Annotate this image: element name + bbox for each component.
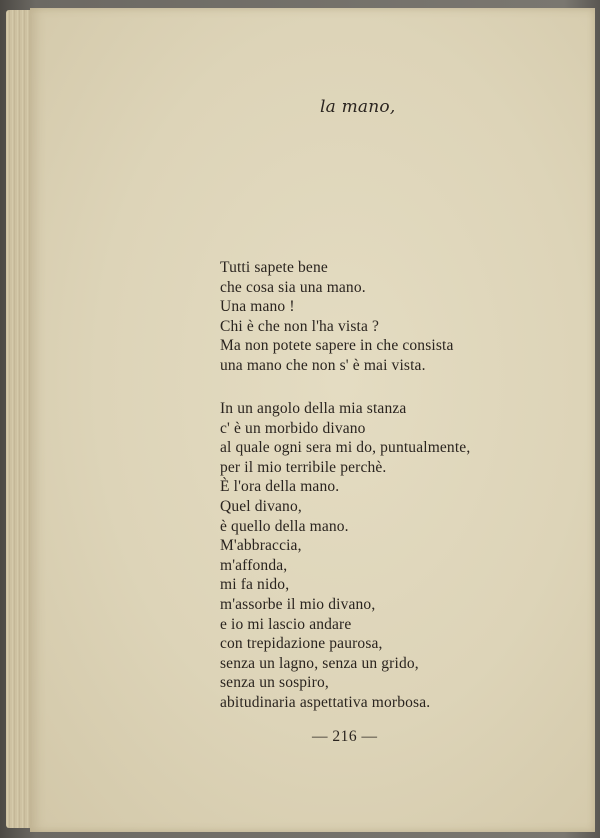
verse-line: M'abbraccia, (220, 537, 302, 555)
verse-line: e io mi lascio andare (220, 615, 352, 633)
stanza-2 (220, 399, 470, 713)
verse-line: per il mio terribile perchè. (220, 458, 387, 476)
verse-line: che cosa sia una mano. (220, 278, 366, 296)
verse-line: m'affonda, (220, 556, 288, 574)
verse-line: Tutti sapete bene (220, 259, 328, 276)
verse-line: m'assorbe il mio divano, (220, 595, 376, 613)
verse-line: Ma non potete sapere in che consista (220, 337, 454, 355)
verse-line: mi fa nido, (220, 576, 290, 594)
verse-line: con trepidazione paurosa, (220, 635, 383, 653)
verse-line: una mano che non s' è mai vista. (220, 356, 426, 374)
book-page (30, 8, 595, 832)
verse-line: abitudinaria aspettativa morbosa. (220, 693, 431, 711)
verse-line: senza un lagno, senza un grido, (220, 654, 419, 672)
verse-line: è quello della mano. (220, 517, 349, 535)
stanza-1 (220, 258, 454, 376)
verse-line: Una mano ! (220, 298, 295, 316)
verse-line: In un angolo della mia stanza (220, 400, 407, 417)
page-number: — 216 — (312, 728, 378, 745)
page-title: la mano, (320, 97, 396, 117)
verse-line: c' è un morbido divano (220, 419, 366, 437)
verse-line: Chi è che non l'ha vista ? (220, 317, 380, 335)
verse-line: al quale ogni sera mi do, puntualmente, (220, 439, 471, 457)
verse-line: senza un sospiro, (220, 674, 329, 692)
verse-line: Quel divano, (220, 497, 302, 515)
verse-line: È l'ora della mano. (220, 478, 340, 496)
